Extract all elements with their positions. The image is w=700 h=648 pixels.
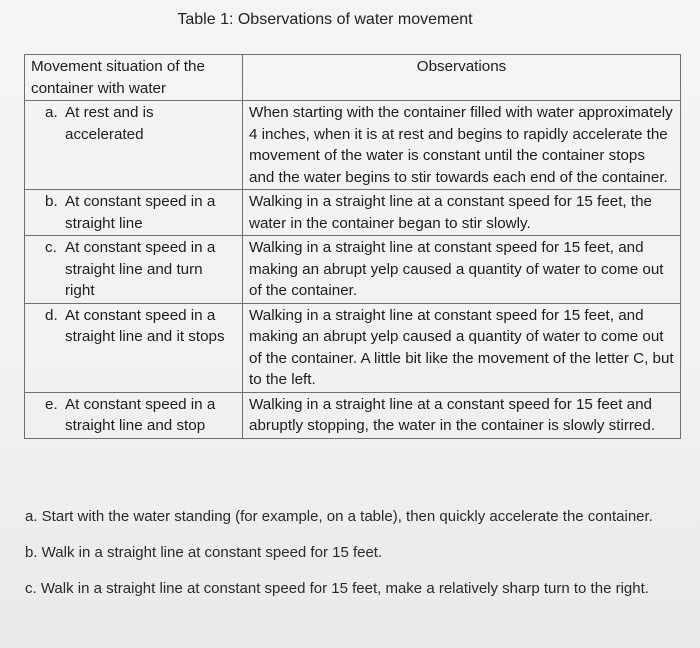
table-row [25,392,681,438]
row-letter: a. [45,104,58,121]
instruction-b: b. Walk in a straight line at constant speed for 15 feet. [25,544,383,561]
situation-cell [25,303,243,392]
table-caption-text: Table 1: Observations of water movement [177,11,473,28]
observation-cell: When starting with the container filled with water approximately 4 inches, when it is at rest and begins to rapidly accelerate the movement of the water is constant until the container stops and the water begins to stir towards each end of the container. [243,101,681,190]
table-row [25,236,681,304]
row-letter: e. [45,395,58,413]
situation-text: At constant speed in a straight line and stop [65,395,216,434]
table-header-row [25,55,681,101]
situation-cell [25,236,243,304]
situation-text: At constant speed in a straight line [65,193,216,232]
observation-cell: Walking in a straight line at constant speed for 15 feet, and making an abrupt yelp caused a quantity of water to come out of the container. [243,236,681,304]
situation-cell [25,101,243,190]
instruction-a: a. Start with the water standing (for example, on a table), then quickly accelerate the container. [25,508,653,525]
table-caption [0,11,700,29]
situation-cell [25,190,243,236]
header-movement-situation: Movement situation of the container with water [25,55,243,101]
situation-text: At constant speed in a straight line and it stops [65,306,225,345]
row-letter: b. [45,193,58,210]
situation-cell [25,392,243,438]
situation-text: At constant speed in a straight line and turn right [65,239,216,299]
instruction-c: c. Walk in a straight line at constant speed for 15 feet, make a relatively sharp turn to the right. [25,580,649,597]
situation-text: At rest and is accelerated [65,104,154,143]
header-observations: Observations [243,55,681,101]
instructions-list [25,506,665,614]
row-letter: d. [45,306,58,324]
table-row [25,190,681,236]
table-row [25,101,681,190]
observations-table [24,54,681,439]
observation-cell: Walking in a straight line at a constant speed for 15 feet and abruptly stopping, the water in the container is slowly stirred. [243,392,681,438]
observation-cell: Walking in a straight line at a constant speed for 15 feet, the water in the container began to stir slowly. [243,190,681,236]
observation-cell: Walking in a straight line at constant speed for 15 feet, and making an abrupt yelp caused a quantity of water to come out of the container. A little bit like the movement of the letter C, but to the left. [243,303,681,392]
table-row [25,303,681,392]
row-letter: c. [45,239,57,256]
